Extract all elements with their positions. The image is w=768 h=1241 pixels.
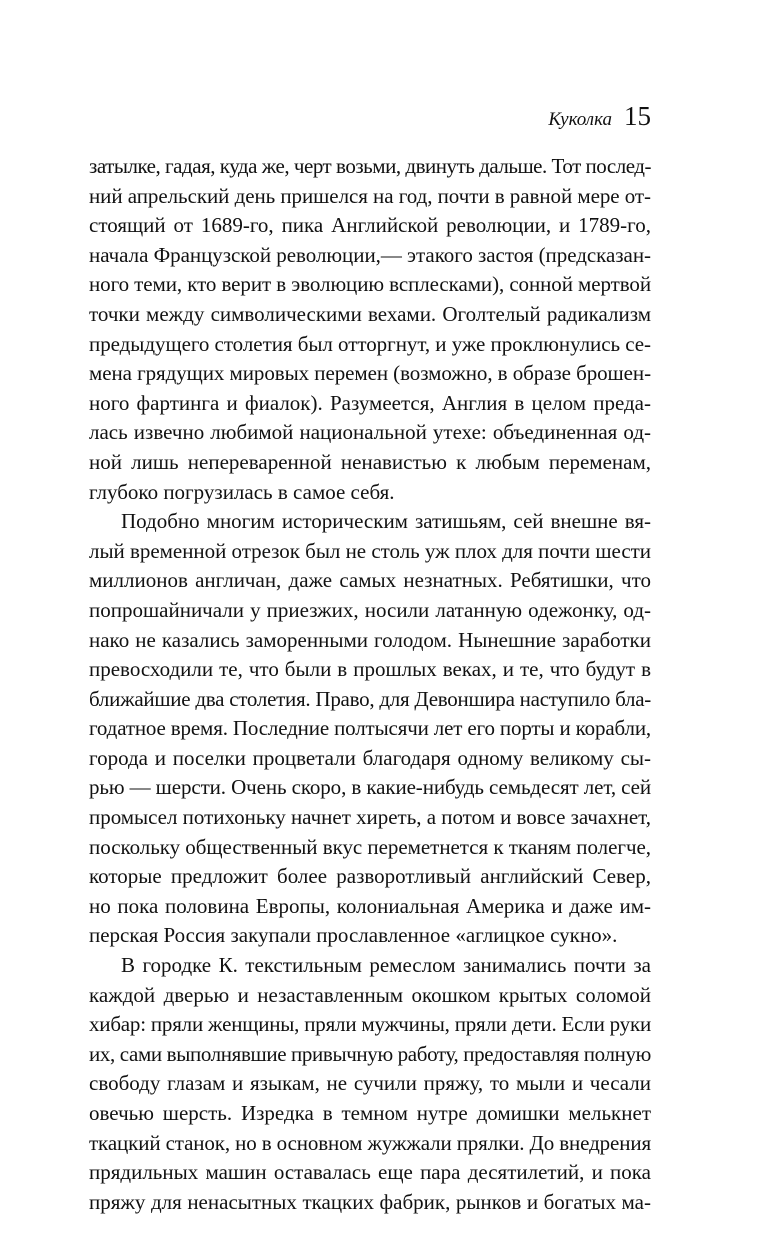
text-line: затылке, гадая, куда же, черт возьми, двинуть дальше. Тот послед- [89, 154, 651, 178]
text-line: ний апрельский день пришелся на год, почти в равной мере от- [89, 183, 651, 208]
text-line: свободу глазам и языкам, не сучили пряжу, то мыли и чесали [89, 1071, 651, 1096]
text-line: годатное время. Последние полтысячи лет его порты и корабли, [89, 716, 651, 741]
text-line: миллионов англичан, даже самых незнатных. Ребятишки, что [89, 568, 651, 593]
text-line: перская Россия закупали прославленное «аглицкое сукно». [89, 923, 618, 948]
paragraph [89, 507, 651, 951]
text-line: лый временной отрезок был не столь уж плох для почти шести [89, 538, 651, 563]
text-line: ного фартинга и фиалок). Разумеется, Англия в целом преда- [89, 390, 651, 415]
text-line: ной лишь непереваренной ненавистью к любым переменам, [89, 449, 651, 474]
text-line: которые предложит более разворотливый английский Север, [89, 864, 651, 889]
text-line: начала Французской революции,— этакого застоя (предсказан- [89, 242, 651, 267]
text-line: В городке К. текстильным ремеслом занимались почти за [121, 953, 651, 978]
text-line: предыдущего столетия был отторгнут, и уже проклюнулись се- [89, 331, 651, 356]
text-line: но пока половина Европы, колониальная Америка и даже им- [89, 893, 651, 918]
text-line: Подобно многим историческим затишьям, сей внешне вя- [121, 509, 651, 534]
paragraph [89, 152, 651, 507]
text-line: каждой дверью и незаставленным окошком крытых соломой [89, 982, 651, 1007]
paragraph [89, 951, 651, 1217]
text-line: ткацкий станок, но в основном жужжали прялки. До внедрения [89, 1130, 651, 1155]
running-header [548, 101, 651, 132]
text-line: ближайшие два столетия. Право, для Девоншира наступило бла- [89, 686, 651, 711]
text-line: мена грядущих мировых перемен (возможно, в образе брошен- [89, 361, 651, 386]
text-line: рью — шерсти. Очень скоро, в какие-нибудь семьдесят лет, сей [89, 775, 651, 800]
running-title: Куколка [548, 109, 612, 130]
text-line: ного теми, кто верит в эволюцию всплесками), сонной мертвой [89, 272, 651, 297]
text-line: пряжу для ненасытных ткацких фабрик, рынков и богатых ма- [89, 1189, 651, 1214]
text-line: попрошайничали у приезжих, носили латанную одежонку, од- [89, 597, 651, 622]
page-number: 15 [624, 101, 651, 131]
text-line: глубоко погрузилась в самое себя. [89, 479, 395, 504]
text-line: поскольку общественный вкус переметнется к тканям полегче, [89, 834, 651, 859]
text-line: лась извечно любимой национальной утехе: объединенная од- [89, 420, 651, 445]
text-line: стоящий от 1689-го, пика Английской революции, и 1789-го, [89, 213, 651, 238]
text-line: хибар: пряли женщины, пряли мужчины, пряли дети. Если руки [89, 1012, 651, 1037]
text-line: нако не казались заморенными голодом. Нынешние заработки [89, 627, 651, 652]
text-line: точки между символическими вехами. Оголтелый радикализм [89, 301, 651, 326]
text-line: их, сами выполнявшие привычную работу, предоставляя полную [89, 1041, 651, 1066]
text-line: прядильных машин оставалась еще пара десятилетий, и пока [89, 1160, 651, 1185]
text-line: превосходили те, что были в прошлых веках, и те, что будут в [89, 657, 651, 682]
text-line: города и поселки процветали благодаря одному великому сы- [89, 745, 651, 770]
text-line: промысел потихоньку начнет хиреть, а потом и вовсе зачахнет, [89, 805, 651, 830]
text-line: овечью шерсть. Изредка в темном нутре домишки мелькнет [89, 1101, 651, 1125]
body-text [89, 152, 651, 1217]
